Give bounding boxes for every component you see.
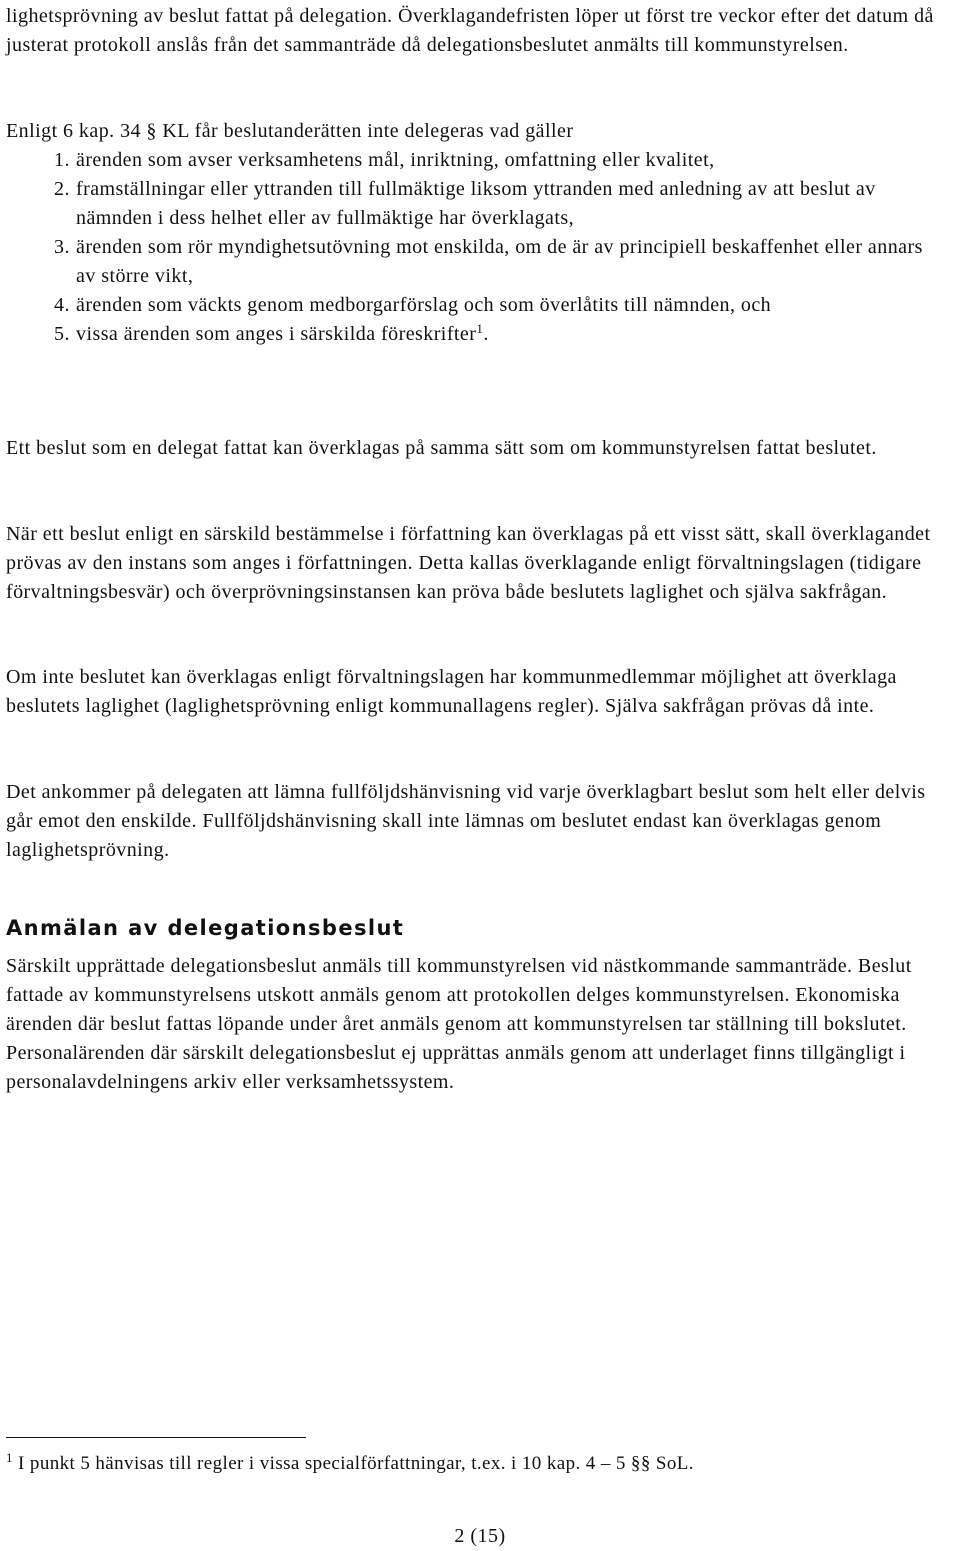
list-number: 1.: [54, 149, 70, 171]
appeal-paragraph: Ett beslut som en delegat fattat kan överklagas på samma sätt som om kommunstyrelsen fattat beslutet.: [6, 437, 877, 459]
list-item-text: vissa ärenden som anges i särskilda föreskrifter: [76, 323, 477, 345]
footnote-divider: [6, 1437, 306, 1438]
list-number: 2.: [54, 178, 70, 200]
special-provision-paragraph: När ett beslut enligt en särskild bestämmelse i författning kan överklagas på ett visst sätt, skall överklagandet prövas av den instans som anges i författningen. Detta kallas överklagande enligt förvaltningslagen (tidigare förvaltningsbesvär) och överprövningsinstansen kan pröva både beslutets laglighet och själva sakfrågan.: [6, 523, 931, 603]
footnote-mark: 1: [6, 1450, 13, 1465]
footnote-text: I punkt 5 hänvisas till regler i vissa specialförfattningar, t.ex. i 10 kap. 4 – 5 §§ SoL.: [12, 1453, 694, 1474]
list-item-text: ärenden som rör myndighetsutövning mot enskilda, om de är av principiell beskaffenhet eller annars av större vikt,: [76, 236, 923, 287]
list-item-end: .: [483, 323, 489, 345]
list-number: 5.: [54, 323, 70, 345]
appeal-instructions-paragraph: Det ankommer på delegaten att lämna fullföljdshänvisning vid varje överklagbart beslut som helt eller delvis går emot den enskilde. Fullföljdshänvisning skall inte lämnas om beslutet endast kan överklagas genom laglighetsprövning.: [6, 781, 926, 861]
list-number: 4.: [54, 294, 70, 316]
list-item: [6, 233, 946, 291]
reporting-paragraph: Särskilt upprättade delegationsbeslut anmäls till kommunstyrelsen vid nästkommande sammanträde. Beslut fattade av kommunstyrelsens utskott anmäls genom att protokollen delges kommunstyrelsen. Ekonomiska ärenden där beslut fattas löpande under året anmäls genom att kommunstyrelsen tar ställning till bokslutet. Personalärenden där särskilt delegationsbeslut ej upprättas anmäls genom att underlaget finns tillgängligt i personalavdelningens arkiv eller verksamhetssystem.: [6, 955, 912, 1093]
footnote-reference[interactable]: 1: [476, 321, 484, 336]
list-item: [6, 146, 946, 175]
list-number: 3.: [54, 236, 70, 258]
list-item: [6, 175, 946, 233]
page-number: 2 (15): [454, 1525, 506, 1547]
list-item-text: ärenden som avser verksamhetens mål, inriktning, omfattning eller kvalitet,: [76, 149, 715, 171]
intro-paragraph: lighetsprövning av beslut fattat på delegation. Överklagandefristen löper ut först tre veckor efter det datum då justerat protokoll anslås från det sammanträde då delegationsbeslutet anmälts till kommunstyrelsen.: [6, 5, 934, 56]
delegation-restriction-intro: Enligt 6 kap. 34 § KL får beslutanderätten inte delegeras vad gäller: [6, 120, 574, 142]
section-heading: Anmälan av delegationsbeslut: [6, 916, 405, 940]
list-item-text: ärenden som väckts genom medborgarförslag och som överlåtits till nämnden, och: [76, 294, 772, 316]
legality-review-paragraph: Om inte beslutet kan överklagas enligt förvaltningslagen har kommunmedlemmar möjlighet att överklaga beslutets laglighet (laglighetsprövning enligt kommunallagens regler). Själva sakfrågan prövas då inte.: [6, 666, 897, 717]
list-item-text: framställningar eller yttranden till fullmäktige liksom yttranden med anledning av att beslut av nämnden i dess helhet eller av fullmäktige har överklagats,: [76, 178, 876, 229]
list-item: [6, 320, 946, 349]
non-delegable-list: [6, 146, 946, 349]
list-item: [6, 291, 946, 320]
footnote: [6, 1450, 694, 1478]
